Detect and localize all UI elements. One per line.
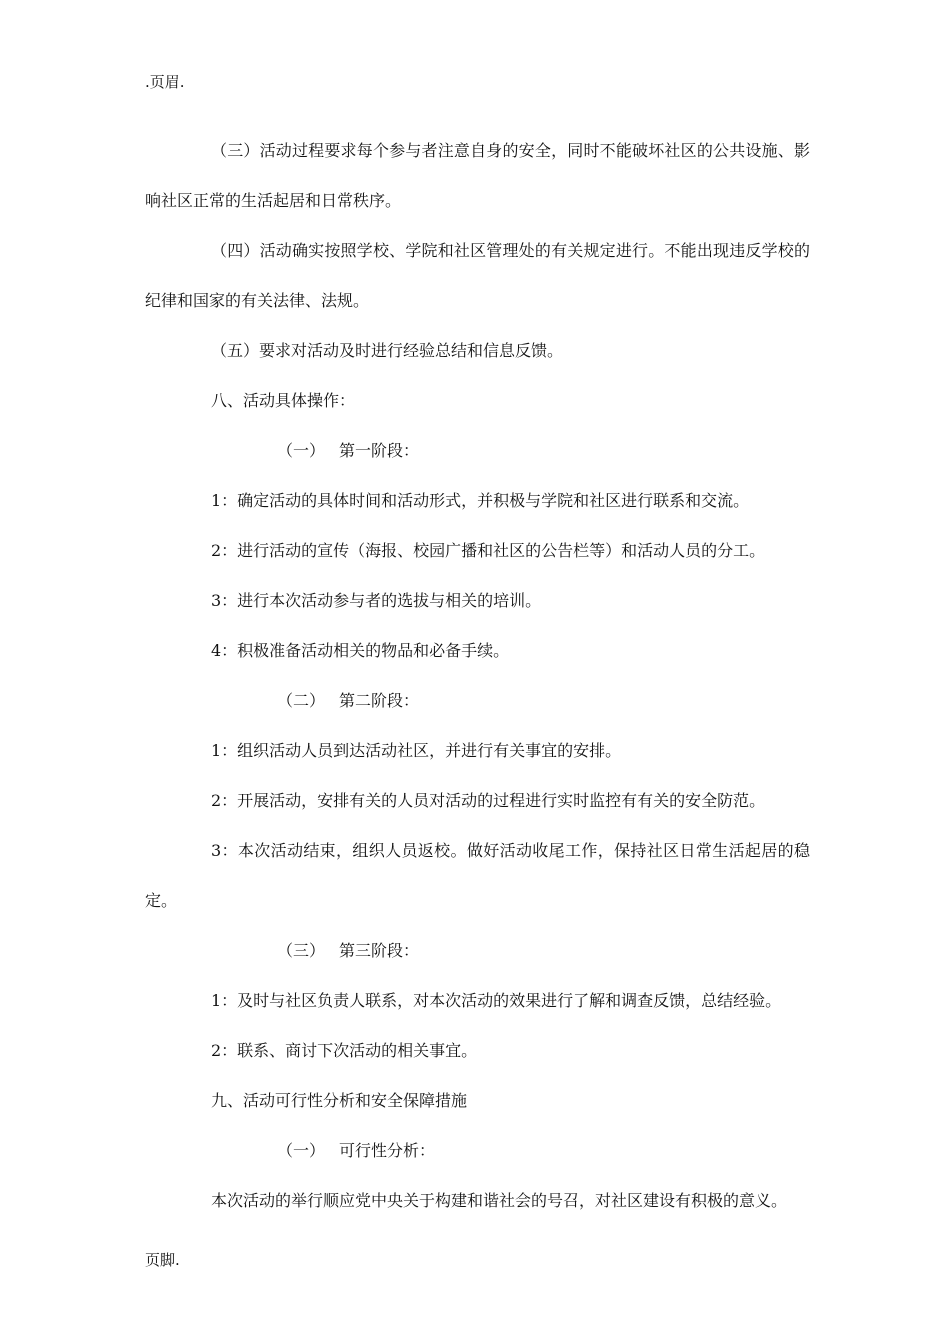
page-footer: 页脚. [145, 1251, 180, 1269]
subsection-label: （一） [277, 1141, 326, 1160]
stage2-step-2: 2：开展活动，安排有关的人员对活动的过程进行实时监控有有关的安全防范。 [211, 791, 766, 810]
section-heading-8: 八、活动具体操作： [211, 391, 356, 410]
paragraph-requirement-4: （四）活动确实按照学校、学院和社区管理处的有关规定进行。不能出现违反学校的纪律和国家的有关法律、法规。 [145, 241, 810, 310]
section-heading-9: 九、活动可行性分析和安全保障措施 [211, 1091, 468, 1110]
stage2-step-1: 1：组织活动人员到达活动社区，并进行有关事宜的安排。 [211, 741, 622, 760]
stage1-step-3: 3：进行本次活动参与者的选拔与相关的培训。 [211, 591, 542, 610]
stage-heading-3 [145, 926, 810, 976]
stage-label: （一） [277, 441, 326, 460]
stage2-step-3: 3：本次活动结束，组织人员返校。做好活动收尾工作，保持社区日常生活起居的稳定。 [145, 841, 810, 910]
stage-label: （三） [277, 941, 326, 960]
page-header: .页眉. [145, 73, 185, 91]
stage-heading-1 [145, 426, 810, 476]
paragraph-requirement-3: （三）活动过程要求每个参与者注意自身的安全，同时不能破坏社区的公共设施、影响社区正常的生活起居和日常秩序。 [145, 141, 810, 210]
paragraph-requirement-5: （五）要求对活动及时进行经验总结和信息反馈。 [211, 341, 564, 360]
subsection-heading-feasibility [145, 1126, 810, 1176]
paragraph-feasibility: 本次活动的举行顺应党中央关于构建和谐社会的号召，对社区建设有积极的意义。 [211, 1191, 788, 1210]
stage-title: 第一阶段： [339, 441, 420, 460]
stage3-step-2: 2：联系、商讨下次活动的相关事宜。 [211, 1041, 478, 1060]
stage3-step-1: 1：及时与社区负责人联系，对本次活动的效果进行了解和调查反馈，总结经验。 [211, 991, 782, 1010]
stage1-step-1: 1：确定活动的具体时间和活动形式，并积极与学院和社区进行联系和交流。 [211, 491, 750, 510]
stage1-step-4: 4：积极准备活动相关的物品和必备手续。 [211, 641, 510, 660]
stage-title: 第二阶段： [339, 691, 420, 710]
subsection-title: 可行性分析： [339, 1141, 436, 1160]
stage-title: 第三阶段： [339, 941, 420, 960]
stage-label: （二） [277, 691, 326, 710]
document-body [145, 126, 810, 1226]
stage-heading-2 [145, 676, 810, 726]
stage1-step-2: 2：进行活动的宣传（海报、校园广播和社区的公告栏等）和活动人员的分工。 [211, 541, 766, 560]
